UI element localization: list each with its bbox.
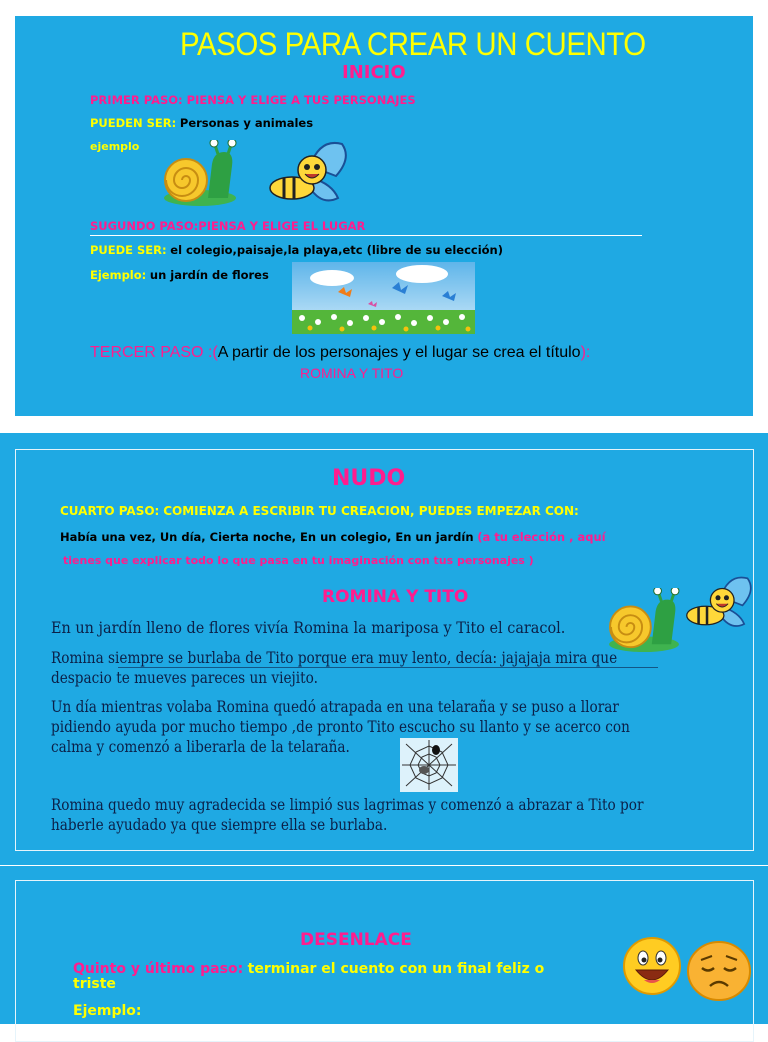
story-p3-line2: pidiendo ayuda por mucho tiempo ,de pronto Tito escucho su llanto y se acerco con: [51, 718, 630, 736]
openers-line: [60, 530, 606, 544]
step2-example-line: [90, 268, 269, 282]
pueden-ser-value: Personas y animales: [179, 116, 314, 130]
step3-text: A partir de los personajes y el lugar se crea el título: [217, 344, 581, 361]
butterfly-icon: [680, 570, 756, 634]
story-p4-line1: Romina quedo muy agradecida se limpió sus lagrimas y comenzó a abrazar a Tito por: [51, 796, 644, 814]
spider-web-icon: [398, 736, 460, 794]
desenlace-example-label: Ejemplo:: [73, 1003, 142, 1019]
story-p2-line2: despacio te mueves pareces un viejito.: [51, 669, 318, 687]
nudo-heading: NUDO: [332, 466, 406, 491]
step3-line: [90, 344, 590, 362]
step1-text: PRIMER PASO: PIENSA Y ELIGE A TUS PERSONAJES: [90, 93, 416, 107]
puede-ser-label: PUEDE SER:: [90, 243, 167, 257]
desenlace-heading: DESENLACE: [300, 930, 412, 950]
story-p3-line3: calma y comenzó a liberarla de la telaraña.: [51, 738, 350, 756]
note-line2: tienes que explicar todo lo que pasa en tu imaginación con tus personajes ): [63, 554, 534, 567]
step3-label: TERCER PASO :(: [90, 344, 218, 361]
story-p1: En un jardín lleno de flores vivía Romina la mariposa y Tito el caracol.: [51, 619, 566, 637]
garden-image: [292, 262, 475, 334]
butterfly-icon: [262, 136, 352, 208]
snail-icon: [160, 140, 240, 208]
step4-line: [60, 504, 579, 518]
story-p4-line2: haberle ayudado ya que siempre ella se burlaba.: [51, 816, 388, 834]
step5-text-line2: triste: [73, 976, 116, 992]
step4-text: COMIENZA A ESCRIBIR TU CREACION, PUEDES EMPEZAR CON:: [163, 504, 579, 518]
step5-label: Quinto y último paso:: [73, 961, 244, 977]
step4-label: CUARTO PASO:: [60, 504, 160, 518]
note-line1: (a tu elección , aquí: [477, 530, 606, 544]
p2-underline: [118, 667, 658, 668]
step2-text: SUGUNDO PASO:PIENSA Y ELIGE EL LUGAR: [90, 219, 366, 233]
inicio-heading: INICIO: [342, 62, 406, 83]
step2-example-value: un jardín de flores: [149, 268, 269, 282]
story-title-nudo: ROMINA Y TITO: [322, 587, 469, 607]
page-title: PASOS PARA CREAR UN CUENTO: [180, 26, 646, 62]
step5-text-line1: terminar el cuento con un final feliz o: [247, 961, 545, 977]
story-title-inicio: ROMINA Y TITO: [300, 365, 404, 381]
step2-puede-line: [90, 243, 503, 257]
step2-example-label: Ejemplo:: [90, 268, 147, 282]
openers-text: Había una vez, Un día, Cierta noche, En un colegio, En un jardín: [60, 530, 474, 544]
story-p2-line1: Romina siempre se burlaba de Tito porque era muy lento, decía: jajajaja mira que: [51, 649, 618, 667]
snail-icon: [604, 588, 684, 654]
step2-underline: [90, 235, 642, 236]
step5-line1: [73, 961, 544, 977]
puede-ser-value: el colegio,paisaje,la playa,etc (libre de su elección): [170, 243, 503, 257]
sad-emoji-icon: [686, 940, 752, 1002]
step3-close: ):: [580, 344, 591, 361]
step1-pueden-line: [90, 116, 313, 130]
story-p3-line1: Un día mientras volaba Romina quedó atrapada en una telaraña y se puso a llorar: [51, 698, 619, 716]
happy-emoji-icon: [622, 936, 682, 996]
pueden-ser-label: PUEDEN SER:: [90, 116, 177, 130]
step1-example-label: ejemplo: [90, 140, 140, 153]
